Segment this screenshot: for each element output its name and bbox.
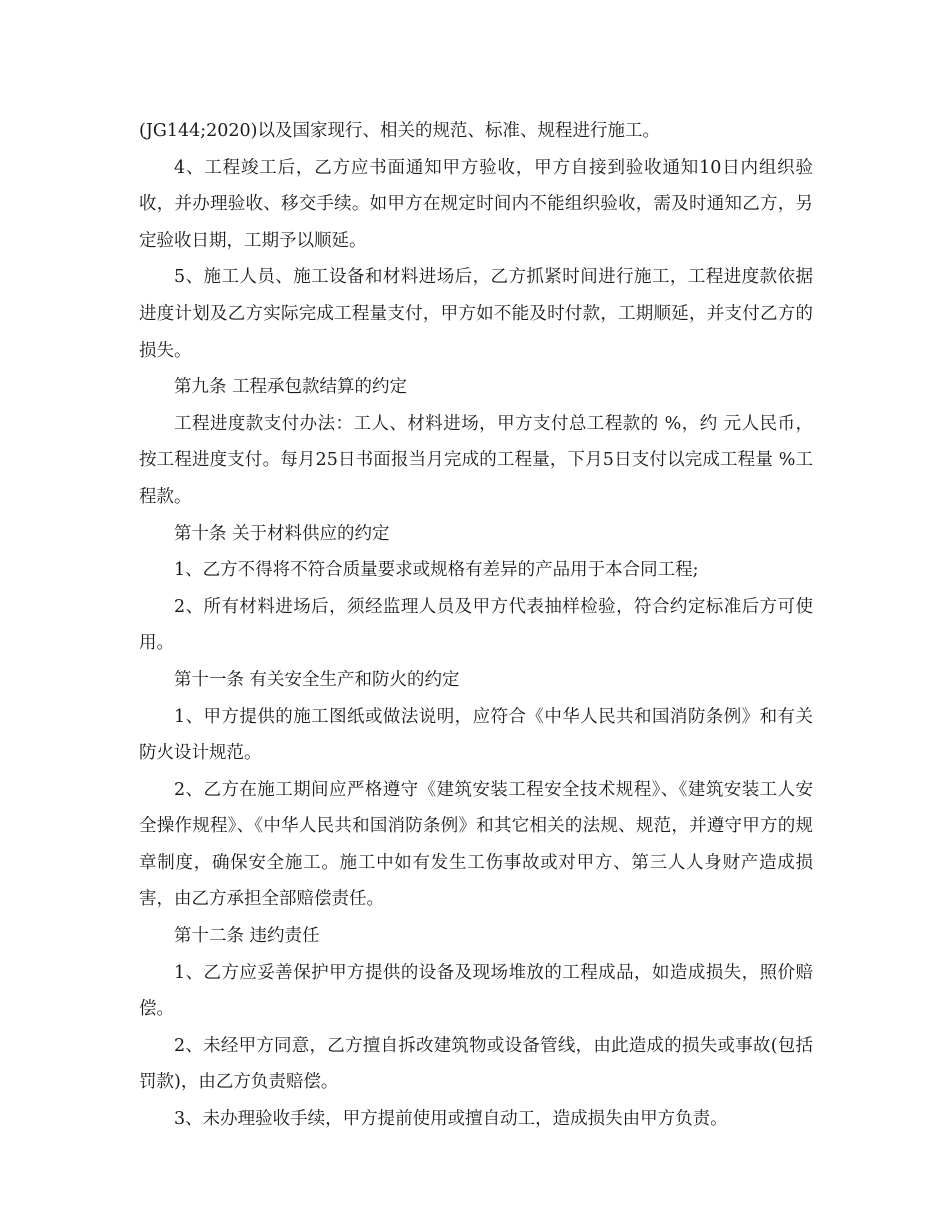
clause-paragraph: 工程进度款支付办法：工人、材料进场，甲方支付总工程款的 %，约 元人民币，按工程进度支付。每月25日书面报当月完成的工程量，下月5日支付以完成工程量 %工程款。 bbox=[139, 413, 813, 507]
clause-paragraph: 5、施工人员、施工设备和材料进场后，乙方抓紧时间进行施工，工程进度款依据进度计划及乙方实际完成工程量支付，甲方如不能及时付款，工期顺延，并支付乙方的损失。 bbox=[139, 267, 813, 361]
clause-paragraph: 2、乙方在施工期间应严格遵守《建筑安装工程安全技术规程》、《建筑安装工人安全操作规程》、《中华人民共和国消防条例》和其它相关的法规、规范，并遵守甲方的规章制度，确保安全施工。施工中如有发生工伤事故或对甲方、第三人人身财产造成损害，由乙方承担全部赔偿责任。 bbox=[139, 779, 813, 910]
clause-paragraph: 1、乙方应妥善保护甲方提供的设备及现场堆放的工程成品，如造成损失，照价赔偿。 bbox=[139, 962, 813, 1020]
clause-paragraph: 2、所有材料进场后，须经监理人员及甲方代表抽样检验，符合约定标准后方可使用。 bbox=[139, 596, 813, 654]
article-heading: 第十条 关于材料供应的约定 bbox=[174, 523, 390, 544]
clause-paragraph: 1、乙方不得将不符合质量要求或规格有差异的产品用于本合同工程; bbox=[174, 560, 699, 581]
clause-paragraph: 3、未办理验收手续，甲方提前使用或擅自动工，造成损失由甲方负责。 bbox=[174, 1109, 728, 1130]
clause-paragraph: 2、未经甲方同意，乙方擅自拆改建筑物或设备管线，由此造成的损失或事故(包括罚款)，由乙方负责赔偿。 bbox=[139, 1035, 813, 1093]
article-heading: 第十二条 违约责任 bbox=[174, 926, 320, 947]
paragraph: (JG144;2020)以及国家现行、相关的规范、标准、规程进行施工。 bbox=[139, 121, 660, 141]
contract-body bbox=[139, 113, 813, 1138]
article-heading: 第九条 工程承包款结算的约定 bbox=[174, 377, 408, 398]
clause-paragraph: 4、工程竣工后，乙方应书面通知甲方验收，甲方自接到验收通知10日内组织验收，并办理验收、移交手续。如甲方在规定时间内不能组织验收，需及时通知乙方，另定验收日期，工期予以顺延。 bbox=[139, 157, 813, 251]
clause-paragraph: 1、甲方提供的施工图纸或做法说明，应符合《中华人民共和国消防条例》和有关防火设计规范。 bbox=[139, 706, 813, 764]
article-heading: 第十一条 有关安全生产和防火的约定 bbox=[174, 669, 460, 690]
